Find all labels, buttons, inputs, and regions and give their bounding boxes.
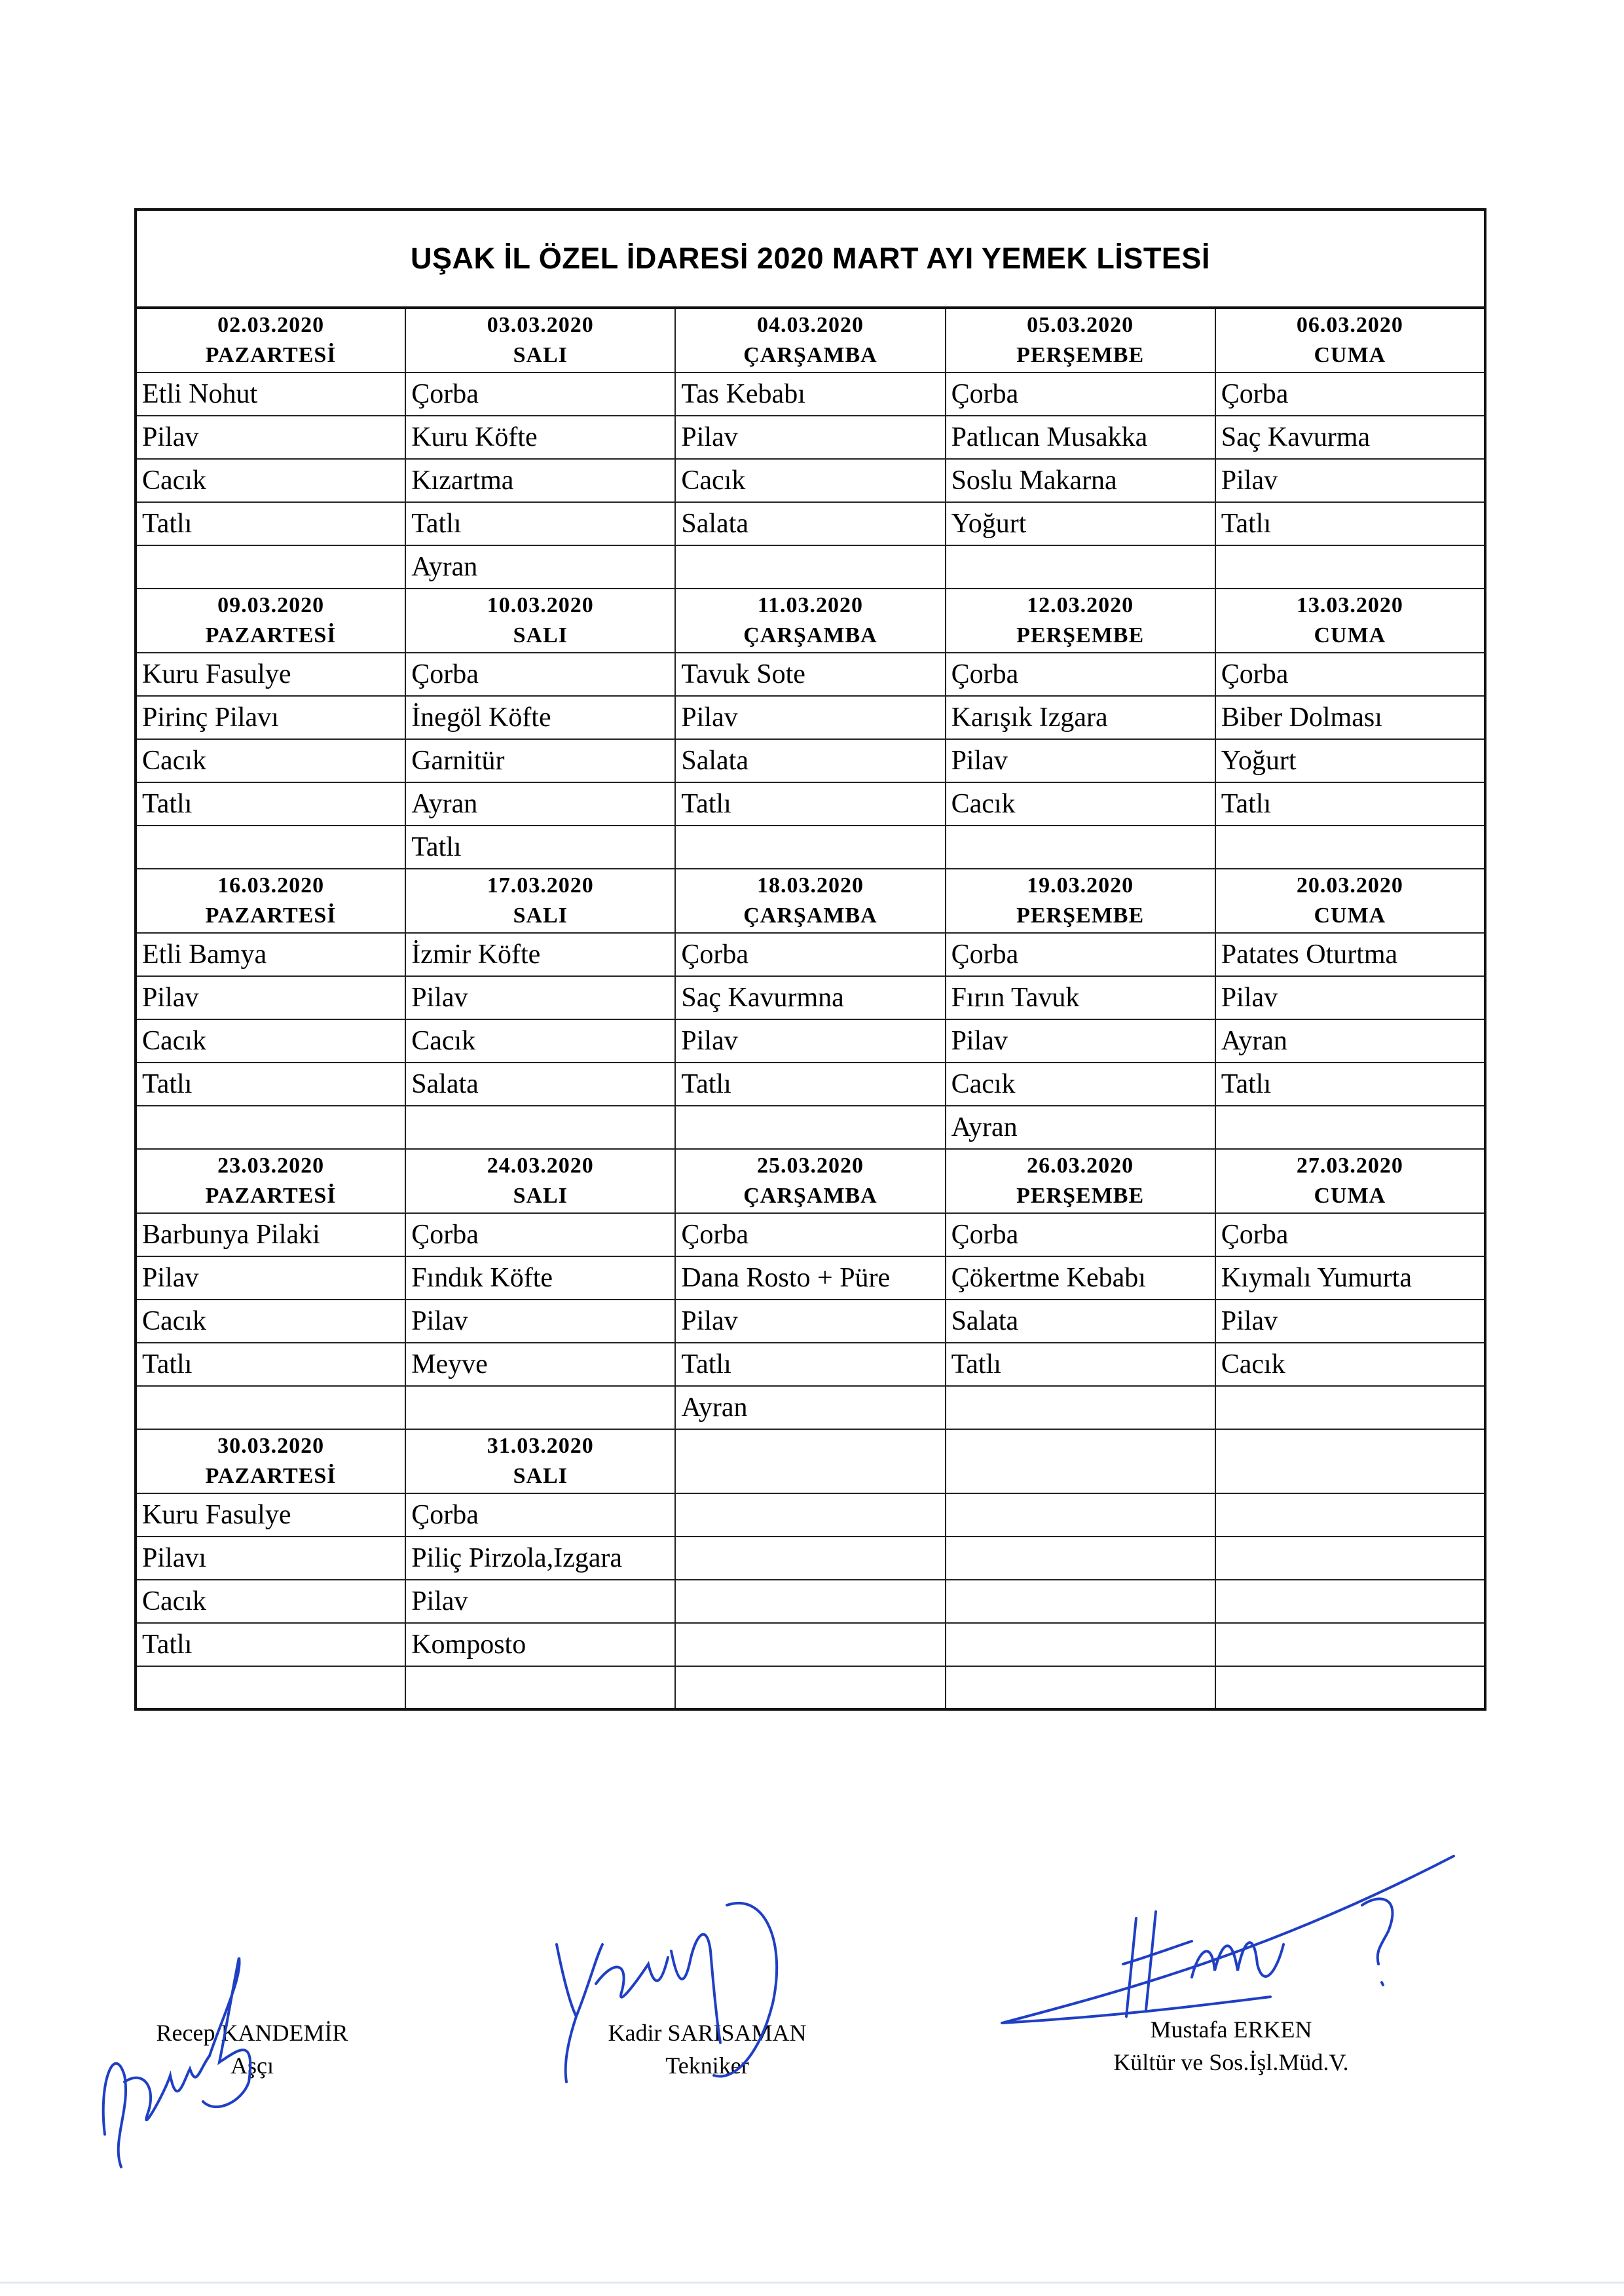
menu-item-row: [136, 1580, 1485, 1623]
menu-item-cell: [405, 1106, 675, 1149]
day-date: 25.03.2020: [756, 1154, 864, 1178]
menu-item-cell: Ayran: [405, 545, 675, 589]
menu-item-cell: Pilav: [946, 739, 1215, 782]
day-header-cell: [675, 1149, 945, 1213]
menu-document: [134, 208, 1486, 1711]
menu-item-cell: Meyve: [405, 1343, 675, 1386]
menu-item-cell: Kıymalı Yumurta: [1215, 1256, 1485, 1300]
day-date: 16.03.2020: [217, 873, 325, 898]
menu-item-row: [136, 1063, 1485, 1106]
menu-item-row: [136, 1213, 1485, 1256]
menu-item-cell: Ayran: [946, 1106, 1215, 1149]
menu-item-cell: [1215, 1537, 1485, 1580]
day-name: SALI: [513, 1464, 568, 1488]
menu-item-cell: Ayran: [405, 782, 675, 826]
menu-item-cell: Çorba: [675, 933, 945, 976]
menu-item-cell: Pilav: [405, 1300, 675, 1343]
menu-item-cell: [675, 1666, 945, 1709]
signature-name: Kadir SARISAMAN: [608, 2020, 807, 2046]
menu-item-cell: Salata: [675, 502, 945, 545]
day-date: 31.03.2020: [487, 1434, 594, 1458]
menu-item-cell: Tatlı: [136, 1623, 405, 1666]
menu-item-row: [136, 782, 1485, 826]
menu-item-row: [136, 1300, 1485, 1343]
menu-item-cell: [405, 1666, 675, 1709]
day-name: CUMA: [1314, 903, 1386, 928]
day-name: SALI: [513, 903, 568, 928]
menu-item-cell: Cacık: [1215, 1343, 1485, 1386]
day-header-cell: [405, 1149, 675, 1213]
day-date: 05.03.2020: [1027, 313, 1134, 337]
menu-item-cell: Pilav: [675, 696, 945, 739]
day-header-cell: [675, 869, 945, 933]
menu-item-cell: Cacık: [946, 782, 1215, 826]
menu-item-cell: Piliç Pirzola,Izgara: [405, 1537, 675, 1580]
scan-edge-line: [0, 2282, 1624, 2284]
menu-item-row: [136, 826, 1485, 869]
week-header-row: [136, 1429, 1485, 1493]
menu-item-cell: Salata: [675, 739, 945, 782]
menu-item-cell: Cacık: [946, 1063, 1215, 1106]
menu-item-cell: Tatlı: [136, 782, 405, 826]
menu-item-cell: [1215, 826, 1485, 869]
day-date: 27.03.2020: [1296, 1154, 1403, 1178]
day-header-cell: [1215, 869, 1485, 933]
day-name: CUMA: [1314, 623, 1386, 647]
day-header-cell: [675, 1429, 945, 1493]
signature-role: Tekniker: [665, 2052, 749, 2079]
day-date: 24.03.2020: [487, 1154, 594, 1178]
menu-item-cell: Çorba: [675, 1213, 945, 1256]
menu-item-cell: Cacık: [136, 1300, 405, 1343]
day-date: 18.03.2020: [756, 873, 864, 898]
menu-item-cell: Pilav: [1215, 1300, 1485, 1343]
day-name: PAZARTESİ: [205, 903, 337, 928]
menu-item-cell: [1215, 545, 1485, 589]
menu-item-cell: [675, 1493, 945, 1537]
menu-item-cell: Tatlı: [946, 1343, 1215, 1386]
menu-item-cell: [946, 1493, 1215, 1537]
day-name: PERŞEMBE: [1016, 343, 1145, 367]
day-header-cell: [136, 869, 405, 933]
menu-item-cell: Tatlı: [136, 1343, 405, 1386]
menu-item-cell: Tatlı: [136, 1063, 405, 1106]
week-header-row: [136, 1149, 1485, 1213]
day-date: 12.03.2020: [1027, 593, 1134, 617]
menu-item-cell: Pilav: [1215, 459, 1485, 502]
day-date: 13.03.2020: [1296, 593, 1403, 617]
menu-item-row: [136, 976, 1485, 1019]
menu-item-cell: Cacık: [136, 1019, 405, 1063]
day-date: 23.03.2020: [217, 1154, 325, 1178]
menu-item-cell: [136, 1666, 405, 1709]
menu-item-row: [136, 1386, 1485, 1429]
day-name: SALI: [513, 343, 568, 367]
menu-item-cell: Fırın Tavuk: [946, 976, 1215, 1019]
day-name: PAZARTESİ: [205, 1184, 337, 1208]
document-title: UŞAK İL ÖZEL İDARESİ 2020 MART AYI YEMEK LİSTESİ: [411, 242, 1210, 275]
menu-item-row: [136, 373, 1485, 416]
day-name: PERŞEMBE: [1016, 903, 1145, 928]
day-name: CUMA: [1314, 1184, 1386, 1208]
day-name: PAZARTESİ: [205, 343, 337, 367]
menu-item-cell: [136, 545, 405, 589]
menu-item-cell: Karışık Izgara: [946, 696, 1215, 739]
menu-item-cell: Patlıcan Musakka: [946, 416, 1215, 459]
day-date: 10.03.2020: [487, 593, 594, 617]
day-name: PERŞEMBE: [1016, 1184, 1145, 1208]
menu-item-cell: Biber Dolması: [1215, 696, 1485, 739]
menu-item-row: [136, 459, 1485, 502]
menu-item-cell: Tatlı: [675, 782, 945, 826]
menu-item-cell: Çorba: [946, 653, 1215, 696]
menu-item-row: [136, 1256, 1485, 1300]
day-date: 03.03.2020: [487, 313, 594, 337]
menu-item-cell: Pilav: [136, 416, 405, 459]
menu-item-cell: [675, 545, 945, 589]
day-header-cell: [136, 1429, 405, 1493]
menu-table: [134, 306, 1486, 1711]
menu-item-cell: Dana Rosto + Püre: [675, 1256, 945, 1300]
menu-item-cell: Pilav: [1215, 976, 1485, 1019]
menu-item-row: [136, 739, 1485, 782]
menu-item-cell: Kuru Köfte: [405, 416, 675, 459]
menu-item-cell: [675, 1106, 945, 1149]
menu-item-cell: [675, 1623, 945, 1666]
menu-item-cell: Kuru Fasulye: [136, 653, 405, 696]
menu-item-cell: [946, 826, 1215, 869]
menu-item-cell: Pilav: [946, 1019, 1215, 1063]
day-header-cell: [1215, 1149, 1485, 1213]
menu-item-cell: [136, 826, 405, 869]
day-header-cell: [675, 589, 945, 653]
day-date: 17.03.2020: [487, 873, 594, 898]
menu-item-cell: Garnitür: [405, 739, 675, 782]
menu-item-cell: Tatlı: [1215, 782, 1485, 826]
menu-item-row: [136, 1493, 1485, 1537]
menu-item-cell: Ayran: [675, 1386, 945, 1429]
menu-item-cell: Pilav: [405, 976, 675, 1019]
signature-role: Aşçı: [231, 2052, 274, 2079]
menu-item-cell: Tatlı: [1215, 1063, 1485, 1106]
day-header-cell: [946, 1149, 1215, 1213]
menu-item-cell: [1215, 1493, 1485, 1537]
menu-item-cell: Çorba: [946, 373, 1215, 416]
day-name: SALI: [513, 623, 568, 647]
day-date: 04.03.2020: [756, 313, 864, 337]
day-header-cell: [1215, 1429, 1485, 1493]
menu-item-cell: [1215, 1666, 1485, 1709]
menu-item-cell: [946, 1386, 1215, 1429]
menu-item-cell: Çorba: [946, 933, 1215, 976]
day-date: 09.03.2020: [217, 593, 325, 617]
menu-item-row: [136, 1666, 1485, 1709]
menu-item-row: [136, 416, 1485, 459]
day-header-cell: [675, 308, 945, 373]
menu-item-cell: Etli Bamya: [136, 933, 405, 976]
menu-item-cell: [405, 1386, 675, 1429]
menu-item-cell: Yoğurt: [1215, 739, 1485, 782]
menu-item-cell: Pilavı: [136, 1537, 405, 1580]
day-header-cell: [136, 589, 405, 653]
menu-item-cell: Yoğurt: [946, 502, 1215, 545]
menu-item-row: [136, 1537, 1485, 1580]
menu-item-cell: Çorba: [405, 653, 675, 696]
menu-item-cell: Pilav: [675, 416, 945, 459]
day-date: 26.03.2020: [1027, 1154, 1134, 1178]
day-header-cell: [946, 589, 1215, 653]
day-name: PERŞEMBE: [1016, 623, 1145, 647]
menu-item-row: [136, 1623, 1485, 1666]
menu-item-cell: [1215, 1623, 1485, 1666]
menu-item-cell: Çorba: [405, 1493, 675, 1537]
menu-item-cell: [1215, 1386, 1485, 1429]
day-header-cell: [136, 308, 405, 373]
day-name: ÇARŞAMBA: [743, 903, 877, 928]
day-date: 06.03.2020: [1296, 313, 1403, 337]
menu-item-cell: Çorba: [1215, 373, 1485, 416]
menu-item-cell: Tatlı: [675, 1343, 945, 1386]
day-name: CUMA: [1314, 343, 1386, 367]
day-date: 11.03.2020: [757, 593, 864, 617]
day-name: PAZARTESİ: [205, 623, 337, 647]
menu-item-cell: Tatlı: [1215, 502, 1485, 545]
menu-item-row: [136, 653, 1485, 696]
menu-item-cell: Cacık: [675, 459, 945, 502]
menu-item-cell: Tavuk Sote: [675, 653, 945, 696]
day-header-cell: [1215, 589, 1485, 653]
menu-item-cell: Pilav: [405, 1580, 675, 1623]
menu-item-row: [136, 545, 1485, 589]
menu-item-cell: Barbunya Pilaki: [136, 1213, 405, 1256]
day-name: ÇARŞAMBA: [743, 343, 877, 367]
day-name: PAZARTESİ: [205, 1464, 337, 1488]
handwritten-signature-2: [550, 1886, 812, 2102]
menu-item-cell: İnegöl Köfte: [405, 696, 675, 739]
menu-item-cell: Ayran: [1215, 1019, 1485, 1063]
day-date: 30.03.2020: [217, 1434, 325, 1458]
day-header-cell: [1215, 308, 1485, 373]
menu-item-cell: Komposto: [405, 1623, 675, 1666]
day-date: 19.03.2020: [1027, 873, 1134, 898]
menu-item-cell: Pilav: [675, 1300, 945, 1343]
day-header-cell: [405, 308, 675, 373]
menu-item-cell: Salata: [405, 1063, 675, 1106]
day-name: SALI: [513, 1184, 568, 1208]
signature-role: Kültür ve Sos.İşl.Müd.V.: [1113, 2049, 1349, 2075]
day-header-cell: [405, 1429, 675, 1493]
menu-item-cell: [946, 545, 1215, 589]
menu-item-cell: Çorba: [946, 1213, 1215, 1256]
menu-item-row: [136, 502, 1485, 545]
menu-item-cell: [946, 1623, 1215, 1666]
menu-item-cell: Cacık: [405, 1019, 675, 1063]
menu-item-cell: Çorba: [405, 1213, 675, 1256]
menu-item-cell: Kuru Fasulye: [136, 1493, 405, 1537]
day-date: 20.03.2020: [1296, 873, 1403, 898]
menu-item-cell: Tas Kebabı: [675, 373, 945, 416]
menu-item-cell: Cacık: [136, 739, 405, 782]
menu-item-cell: [946, 1580, 1215, 1623]
menu-item-row: [136, 696, 1485, 739]
menu-item-cell: Tatlı: [405, 826, 675, 869]
day-header-cell: [946, 1429, 1215, 1493]
handwritten-signature-3: [995, 1840, 1480, 2056]
menu-item-cell: Kızartma: [405, 459, 675, 502]
menu-item-cell: [946, 1537, 1215, 1580]
week-header-row: [136, 869, 1485, 933]
menu-item-cell: Cacık: [136, 459, 405, 502]
menu-item-cell: Çorba: [1215, 653, 1485, 696]
menu-item-row: [136, 1019, 1485, 1063]
menu-item-cell: Patates Oturtma: [1215, 933, 1485, 976]
menu-item-cell: Pilav: [675, 1019, 945, 1063]
menu-item-cell: Salata: [946, 1300, 1215, 1343]
menu-item-cell: Çökertme Kebabı: [946, 1256, 1215, 1300]
menu-item-cell: Cacık: [136, 1580, 405, 1623]
menu-item-cell: Pirinç Pilavı: [136, 696, 405, 739]
menu-item-cell: [1215, 1580, 1485, 1623]
day-date: 02.03.2020: [217, 313, 325, 337]
day-header-cell: [136, 1149, 405, 1213]
menu-item-cell: [136, 1106, 405, 1149]
menu-item-row: [136, 1106, 1485, 1149]
handwritten-signature-1: [85, 1918, 282, 2180]
signature-name: Mustafa ERKEN: [1150, 2016, 1312, 2043]
title-box: [134, 208, 1486, 306]
menu-item-cell: Etli Nohut: [136, 373, 405, 416]
menu-item-cell: İzmir Köfte: [405, 933, 675, 976]
menu-item-cell: [675, 1580, 945, 1623]
menu-item-cell: Çorba: [1215, 1213, 1485, 1256]
signature-name: Recep KANDEMİR: [156, 2020, 348, 2046]
menu-item-row: [136, 933, 1485, 976]
menu-item-cell: Tatlı: [136, 502, 405, 545]
day-header-cell: [946, 869, 1215, 933]
day-name: ÇARŞAMBA: [743, 1184, 877, 1208]
menu-item-cell: Saç Kavurma: [1215, 416, 1485, 459]
day-header-cell: [946, 308, 1215, 373]
day-header-cell: [405, 589, 675, 653]
menu-item-cell: Çorba: [405, 373, 675, 416]
day-header-cell: [405, 869, 675, 933]
menu-item-cell: Fındık Köfte: [405, 1256, 675, 1300]
week-header-row: [136, 589, 1485, 653]
menu-item-cell: [675, 1537, 945, 1580]
menu-item-cell: [946, 1666, 1215, 1709]
menu-item-cell: Tatlı: [405, 502, 675, 545]
menu-item-cell: [1215, 1106, 1485, 1149]
menu-item-cell: Tatlı: [675, 1063, 945, 1106]
menu-item-cell: Pilav: [136, 976, 405, 1019]
menu-item-cell: Saç Kavurmna: [675, 976, 945, 1019]
menu-item-row: [136, 1343, 1485, 1386]
menu-item-cell: Pilav: [136, 1256, 405, 1300]
menu-item-cell: Soslu Makarna: [946, 459, 1215, 502]
menu-item-cell: [675, 826, 945, 869]
day-name: ÇARŞAMBA: [743, 623, 877, 647]
menu-item-cell: [136, 1386, 405, 1429]
week-header-row: [136, 308, 1485, 373]
